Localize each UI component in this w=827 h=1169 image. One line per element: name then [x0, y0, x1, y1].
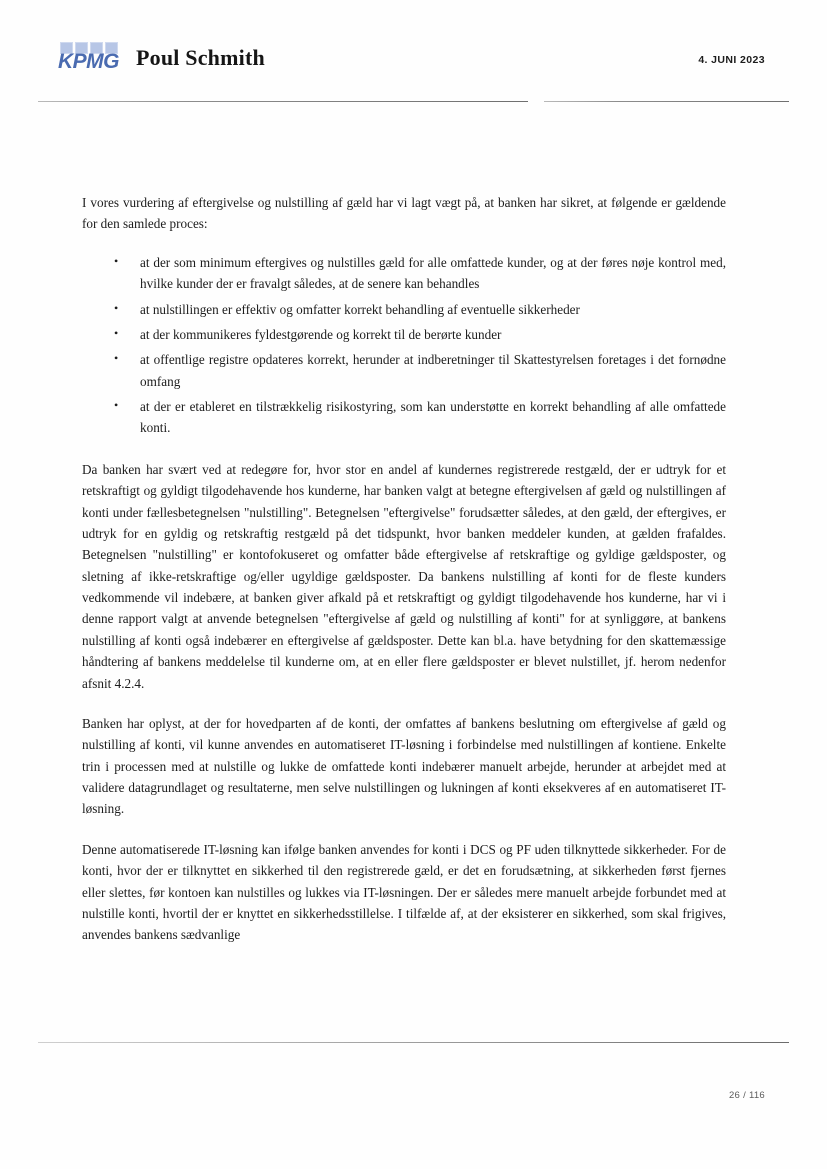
list-item-label: at nulstillingen er effektiv og omfatter korrekt behandling af eventuelle sikkerheder — [140, 301, 580, 317]
page-header — [0, 34, 827, 104]
list-item — [82, 299, 726, 320]
divider-line — [544, 101, 789, 102]
header-divider — [38, 101, 789, 102]
paragraph-nulstilling-definition: Da banken har svært ved at redegøre for, hvor stor en andel af kundernes registrerede restgæld, der er udtryk for et retskraftigt og gyldigt tilgodehavende hos kunderne, har banken valgt at betegne eftergivelsen af gæld og nulstillingen af konti under fællesbetegnelsen "nulstilling". Betegnelsen "eftergivelse" forudsætter således, at den gæld, der eftergives, er udtryk for en gyldig og retskraftig restgæld på det tidspunkt, hvor banken meddeler kunden, at gælden frafaldes. Betegnelsen "nulstilling" er kontofokuseret og omfatter både eftergivelse af retskraftige og gyldige gældsposter, og sletning af ikke-retskraftige og/eller ugyldige gældsposter. Da bankens nulstilling af konti for de fleste kunders vedkommende vil indebære, at banken giver afkald på et retskraftigt og gyldigt tilgodehavende hos kunderne, har vi i denne rapport valgt at anvende betegnelsen "eftergivelse af gæld og nulstilling af konti" for at synliggøre, at bankens nulstilling af konti også indebærer en eftergivelse af gældsposter. Dette kan bl.a. have betydning for den skattemæssige håndtering af bankens meddelelse til kunderne om, at en eller flere gældsposter er blevet nulstillet, jf. herom nedenfor afsnit 4.2.4. — [82, 461, 726, 691]
list-item-label: at der som minimum eftergives og nulstilles gæld for alle omfattede kunder, og at der føres nøje kontrol med, hvilke kunder der er fravalgt således, at de senere kan behandles — [140, 254, 726, 292]
bullet-icon: • — [114, 398, 119, 412]
criteria-list — [82, 252, 726, 439]
paragraph-it-solution: Banken har oplyst, at der for hovedparten af de konti, der omfattes af bankens beslutning om eftergivelse af gæld og nulstilling af konti, vil kunne anvendes en automatiseret IT-løsning i forbindelse med nulstillingen af kontiene. Enkelte trin i processen med at nulstille og lukke de omfattede konti indebærer manuelt arbejde, herunder at arbejdet med at validere datagrundlaget og resultaterne, men selve nulstillingen og lukningen af konti eksekveres af en automatiseret IT-løsning. — [82, 715, 726, 817]
brand-block — [58, 42, 265, 74]
header-divider-left — [38, 101, 528, 102]
list-item-label: at der kommunikeres fyldestgørende og korrekt til de berørte kunder — [140, 326, 502, 342]
kpmg-logo-icon — [58, 42, 120, 74]
footer-divider — [38, 1042, 789, 1043]
paragraph-intro: I vores vurdering af eftergivelse og nulstilling af gæld har vi lagt vægt på, at banken har sikret, at følgende er gældende for den samlede proces: — [82, 195, 726, 232]
bullet-icon: • — [114, 325, 119, 340]
kpmg-logo-wordmark: KPMG — [58, 50, 119, 73]
document-date: 4. JUNI 2023 — [698, 54, 765, 66]
document-body — [82, 192, 726, 965]
bullet-icon: • — [114, 253, 119, 268]
bullet-icon: • — [114, 300, 119, 315]
divider-line — [38, 101, 528, 102]
list-item — [82, 252, 726, 295]
list-item — [82, 349, 726, 392]
list-item — [82, 324, 726, 345]
page-number: 26 / 116 — [728, 1090, 765, 1101]
list-item — [82, 396, 726, 439]
paragraph-dcs-pf: Denne automatiserede IT-løsning kan ifølge banken anvendes for konti i DCS og PF uden tilknyttede sikkerheder. For de konti, hvor der er tilknyttet en sikkerhed til den registrerede gæld, er det en forudsætning, at sikkerheden først fjernes eller slettes, før kontoen kan nulstilles og lukkes via IT-løsningen. Der er således mere manuelt arbejde forbundet med at nulstille konti, hvortil der er knyttet en sikkerhedsstillelse. I tilfælde af, at der eksisterer en sikkerhed, som skal frigives, anvendes bankens sædvanlige — [82, 841, 726, 943]
header-divider-right — [544, 101, 789, 102]
firm-name: Poul Schmith — [136, 45, 265, 70]
list-item-label: at offentlige registre opdateres korrekt, herunder at indberetninger til Skattestyrelsen foretages i det fornødne omfang — [140, 352, 726, 389]
list-item-label: at der er etableret en tilstrækkelig risikostyring, som kan understøtte en korrekt behandling af alle omfattede konti. — [140, 399, 726, 436]
bullet-icon: • — [114, 351, 119, 366]
